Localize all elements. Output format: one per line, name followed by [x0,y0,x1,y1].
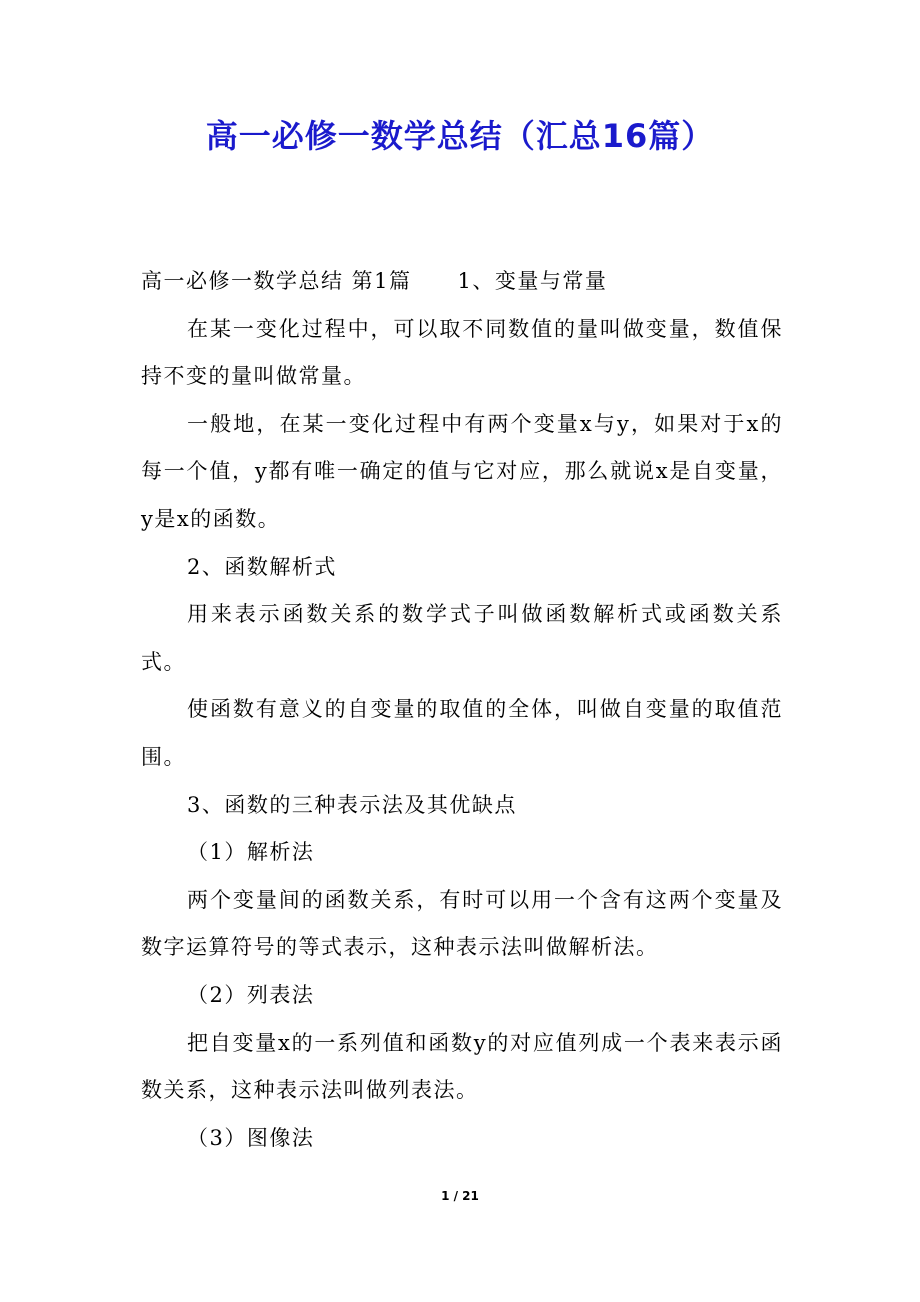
paragraph: （1）解析法 [187,840,315,865]
paragraph: 3、函数的三种表示法及其优缺点 [187,792,517,817]
section-heading: 1、变量与常量 [457,269,608,293]
paragraph: 用来表示函数关系的数学式子叫做函数解析式或函数关系式。 [141,602,783,674]
paragraph: （3）图像法 [187,1125,315,1150]
paragraph: 一般地，在某一变化过程中有两个变量x与y，如果对于x的每一个值，y都有唯一确定的值与它对应，那么就说x是自变量，y是x的函数。 [141,411,783,531]
document-body [141,258,783,1162]
first-line [141,258,783,306]
paragraph-list [141,306,783,1163]
paragraph: 使函数有意义的自变量的取值的全体，叫做自变量的取值范围。 [141,697,783,769]
paragraph: （2）列表法 [187,982,315,1007]
document-title: 高一必修一数学总结（汇总16篇） [205,117,715,155]
paragraph: 把自变量x的一系列值和函数y的对应值列成一个表来表示函数关系，这种表示法叫做列表法。 [141,1030,783,1103]
paragraph: 在某一变化过程中，可以取不同数值的量叫做变量，数值保持不变的量叫做常量。 [141,316,783,389]
article-heading: 高一必修一数学总结 第1篇 [141,269,412,293]
page-number: 1 / 21 [441,1189,479,1203]
paragraph: 两个变量间的函数关系，有时可以用一个含有这两个变量及数字运算符号的等式表示，这种表示法叫做解析法。 [141,887,783,960]
paragraph: 2、函数解析式 [187,554,337,579]
